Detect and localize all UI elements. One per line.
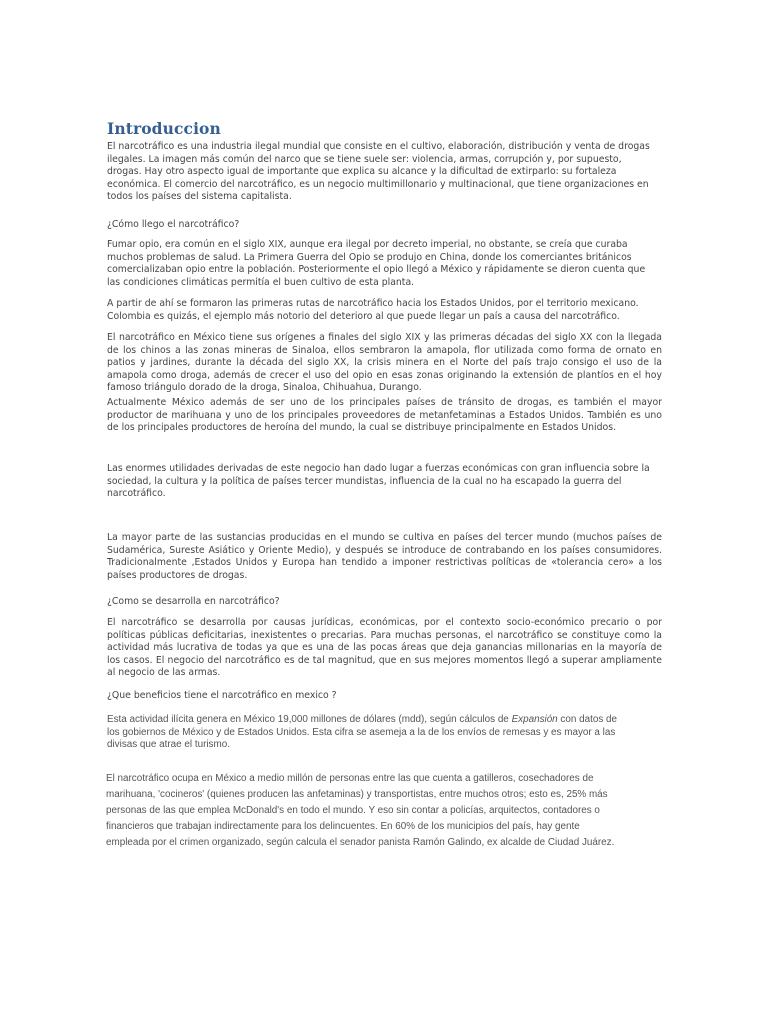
text-line: las condiciones climáticas permitía el buen cultivo de esta planta. [107, 276, 415, 288]
text-line: los gobiernos de México y de Estados Unidos. Esta cifra se asemeja a la de los envíos de remesas y es mayor a las [107, 726, 616, 738]
question-heading-3 [107, 690, 662, 703]
text-line: todos los países del sistema capitalista. [107, 191, 292, 203]
text-line: marihuana, 'cocineros' (quienes producen las anfetaminas) y transportistas, entre muchos otros; esto es, 25% más [106, 789, 608, 800]
text-line: ¿Cómo llego el narcotráfico? [107, 219, 240, 230]
text-line: divisas que atrae el turismo. [107, 739, 230, 751]
text-line: El narcotráfico en México tiene sus orígenes a finales del siglo XIX y las primeras décadas del siglo XX con la llegada [107, 332, 662, 343]
paragraph-empleo [106, 771, 666, 851]
paragraph-origenes [107, 332, 662, 395]
text-line: famoso triángulo dorado de la droga, Sinaloa, Chihuahua, Durango. [107, 382, 422, 394]
paragraph-utilidades [107, 463, 662, 501]
text-line: A partir de ahí se formaron las primeras rutas de narcotráfico hacia los Estados Unidos, por el territorio mexicano. [107, 298, 639, 309]
paragraph-sustancias [107, 532, 662, 582]
paragraph-desarrollo [107, 617, 662, 680]
text-line: países productores de drogas. [107, 569, 248, 581]
text-line: productor de marihuana y uno de los principales proveedores de metanfetaminas a Estados Unidos. También es uno [107, 409, 662, 421]
text-line: Tradicionalmente ,Estados Unidos y Europa han tendido a imponer restrictivas políticas de «tolerancia cero» a los [107, 557, 662, 569]
text-line: Colombia es quizás, el ejemplo más notorio del deterioro al que puede llegar un país a causa del narcotráfico. [107, 310, 620, 322]
question-heading-2 [107, 596, 662, 609]
text-line: amapola como droga, además de crecer el uso del opio en esas zonas originando la extensión de plantíos en el hoy [107, 369, 662, 381]
text-line: ¿Que beneficios tiene el narcotráfico en mexico ? [107, 690, 337, 701]
text-line: narcotráfico. [107, 488, 166, 500]
document-title: Introduccion [107, 119, 221, 138]
text-run: con datos de [557, 714, 617, 725]
text-line: Fumar opio, era común en el siglo XIX, aunque era ilegal por decreto imperial, no obstante, se creía que curaba [107, 239, 628, 250]
text-line [107, 714, 662, 727]
text-line: actividad más lucrativa de todas ya que es una de las pocas áreas que deja ganancias millonarias en la mayoría de [107, 642, 662, 654]
italic-source: Expansión [511, 714, 558, 725]
text-line: financieros que trabajan indirectamente para los delincuentes. En 60% de los municipios del país, hay gente [106, 821, 580, 832]
text-line: comercializaban opio entre la población. Posteriormente el opio llegó a México y rápidamente se dieron cuenta que [107, 264, 646, 276]
text-line: Sudamérica, Sureste Asiático y Oriente Medio), y después se introduce de contrabando en los países consumidores. [107, 544, 662, 556]
text-line: sociedad, la cultura y la política de países tercer mundistas, influencia de la cual no ha escapado la guerra del [107, 475, 622, 487]
text-line: de los principales productores de heroína del mundo, la cual se distribuye principalmente en Estados Unidos. [107, 422, 617, 434]
text-line: patios y jardines, durante la década del siglo XX, la crisis minera en el Norte del país trajo consigo el uso de la [107, 357, 662, 369]
text-line: los casos. El negocio del narcotráfico es de tal magnitud, que en sus mejores momentos llegó a superar ampliamente [107, 654, 662, 666]
text-line: drogas. Hay otro aspecto igual de importante que explica su alcance y la dificultad de extirparlo: su fortaleza [107, 166, 617, 178]
paragraph-intro [107, 141, 662, 204]
text-line: empleada por el crimen organizado, según calcula el senador panista Ramón Galindo, ex alcalde de Ciudad Juárez. [106, 837, 615, 848]
text-line: La mayor parte de las sustancias producidas en el mundo se cultiva en países del tercer mundo (muchos países de [107, 532, 662, 543]
text-line: al negocio de las armas. [107, 667, 221, 679]
text-line: El narcotráfico ocupa en México a medio millón de personas entre las que cuenta a gatilleros, cosechadores de [106, 773, 594, 784]
text-line: Actualmente México además de ser uno de los principales países de tránsito de drogas, es también el mayor [107, 397, 662, 408]
paragraph-rutas [107, 298, 662, 323]
text-line: Las enormes utilidades derivadas de este negocio han dado lugar a fuerzas económicas con gran influencia sobre la [107, 463, 650, 474]
text-line: ilegales. La imagen más común del narco que se tiene suele ser: violencia, armas, corrupción y, por supuesto, [107, 153, 622, 165]
text-line: ¿Como se desarrolla en narcotráfico? [107, 596, 280, 607]
paragraph-opio [107, 239, 662, 289]
paragraph-beneficios [107, 714, 662, 752]
text-line: personas de las que emplea McDonald's en todo el mundo. Y eso sin contar a policías, arquitectos, contadores o [106, 805, 600, 816]
question-heading-1 [107, 219, 662, 232]
text-line: políticas públicas deficitarias, inexistentes o precarias. Para muchas personas, el narcotráfico se constituye como la [107, 629, 662, 641]
text-line: económica. El comercio del narcotráfico, es un negocio multimillonario y multinacional, que tiene organizaciones en [107, 178, 649, 190]
text-run: Esta actividad ilícita genera en México 19,000 millones de dólares (mdd), según cálculos de [107, 714, 512, 725]
text-line: El narcotráfico es una industria ilegal mundial que consiste en el cultivo, elaboración, distribución y venta de drogas [107, 141, 650, 152]
text-line: muchos problemas de salud. La Primera Guerra del Opio se produjo en China, donde los comerciantes británicos [107, 251, 632, 263]
text-line: de los chinos a las zonas mineras de Sinaloa, ellos sembraron la amapola, flor utilizada como forma de ornato en [107, 344, 662, 356]
text-line: El narcotráfico se desarrolla por causas jurídicas, económicas, por el contexto socio-económico precario o por [107, 617, 662, 628]
paragraph-actualmente [107, 397, 662, 435]
